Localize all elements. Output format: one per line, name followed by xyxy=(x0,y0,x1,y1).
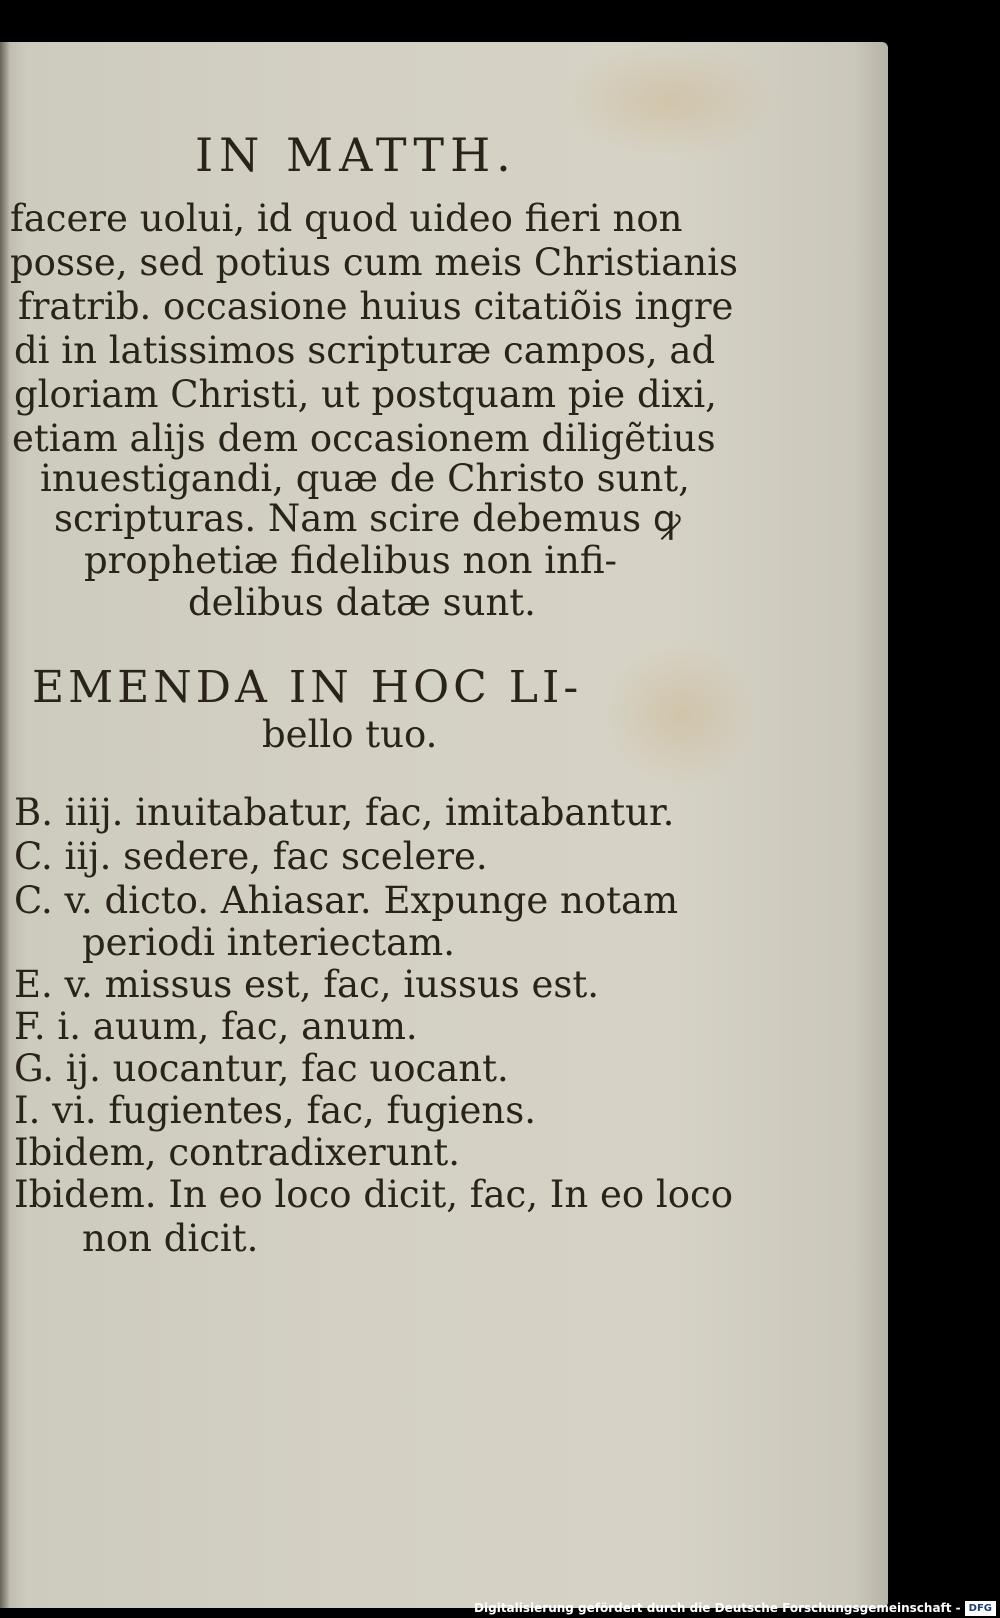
paper-stain xyxy=(560,40,780,160)
body-line: gloriam Christi, ut postquam pie dixi, xyxy=(14,373,717,416)
body-line: etiam alijs dem occasionem diligẽtius xyxy=(12,417,716,460)
errata-entry: Ibidem, contradixerunt. xyxy=(14,1131,461,1174)
errata-entry: non dicit. xyxy=(82,1217,259,1260)
body-line: scripturas. Nam scire debemus ꝙ xyxy=(54,497,681,540)
digitization-credit xyxy=(474,1598,996,1618)
running-title: IN MATTH. xyxy=(195,128,517,182)
errata-entry: E. v. missus est, fac, iussus est. xyxy=(14,963,600,1006)
body-line: posse, sed potius cum meis Christianis xyxy=(10,241,738,284)
errata-title-continuation: bello tuo. xyxy=(262,713,438,756)
errata-title: EMENDA IN HOC LI- xyxy=(32,662,583,713)
errata-entry: C. iij. sedere, fac scelere. xyxy=(14,835,488,878)
errata-entry: G. ij. uocantur, fac uocant. xyxy=(14,1047,509,1090)
paper-stain xyxy=(600,640,760,790)
dfg-logo: DFG xyxy=(965,1601,996,1616)
body-line: di in latissimos scripturæ campos, ad xyxy=(14,329,716,372)
errata-entry: periodi interiectam. xyxy=(82,921,455,964)
errata-entry: B. iiij. inuitabatur, fac, imitabantur. xyxy=(14,791,675,834)
errata-entry: Ibidem. In eo loco dicit, fac, In eo loco xyxy=(14,1173,734,1216)
body-line: prophetiæ fidelibus non infi- xyxy=(84,539,618,582)
body-line: fratrib. occasione huius citatiõis ingre xyxy=(18,285,734,328)
body-line: facere uolui, id quod uideo fieri non xyxy=(10,197,683,240)
errata-entry: I. vi. fugientes, fac, fugiens. xyxy=(14,1089,536,1132)
credit-text: Digitalisierung gefördert durch die Deutsche Forschungsgemeinschaft - xyxy=(474,1601,961,1615)
body-line: inuestigandi, quæ de Christo sunt, xyxy=(40,457,690,500)
body-line: delibus datæ sunt. xyxy=(188,581,536,624)
page-gutter-shadow xyxy=(0,42,10,1608)
errata-entry: F. i. auum, fac, anum. xyxy=(14,1005,418,1048)
errata-entry: C. v. dicto. Ahiasar. Expunge notam xyxy=(14,879,679,922)
